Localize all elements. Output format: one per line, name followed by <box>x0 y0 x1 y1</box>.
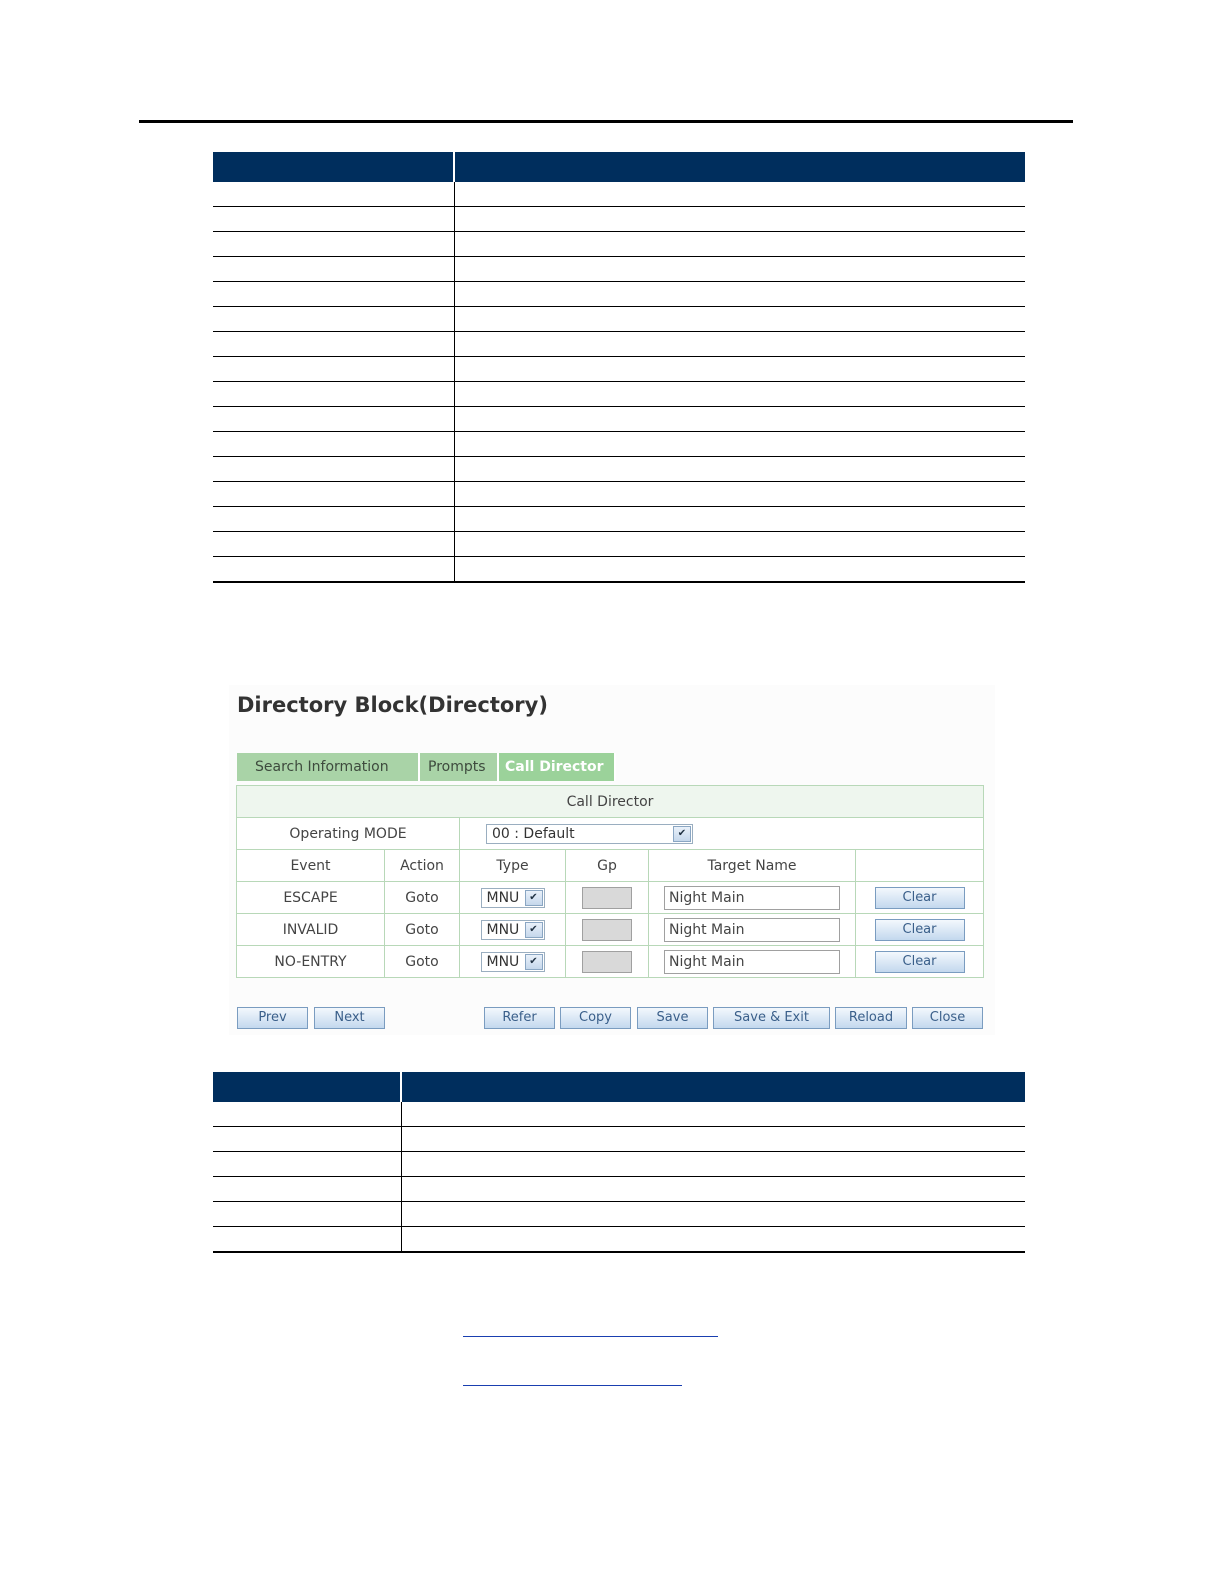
table-row <box>213 307 1025 332</box>
table-row <box>213 457 1025 482</box>
top-rule <box>139 120 1073 123</box>
table-row <box>213 1227 1025 1253</box>
prev-button[interactable]: Prev <box>237 1007 308 1029</box>
table-row <box>213 182 1025 207</box>
hyperlink-underline[interactable] <box>463 1385 682 1386</box>
dropdown-arrow-icon[interactable]: ✔ <box>525 890 543 906</box>
next-button[interactable]: Next <box>314 1007 385 1029</box>
clear-button[interactable]: Clear <box>875 951 965 973</box>
target-name-input[interactable]: Night Main <box>664 950 840 974</box>
table-row <box>213 1177 1025 1202</box>
hyperlink-underline[interactable] <box>463 1336 718 1337</box>
table-row <box>213 482 1025 507</box>
table-row <box>213 1102 1025 1127</box>
target-name-input[interactable]: Night Main <box>664 886 840 910</box>
type-value: MNU <box>486 953 520 970</box>
column-header-action: Action <box>385 850 460 882</box>
column-header-gp: Gp <box>566 850 649 882</box>
table-row <box>237 946 984 978</box>
table-row <box>213 257 1025 282</box>
table-row <box>213 1152 1025 1177</box>
column-header-row <box>237 850 984 882</box>
table-row <box>213 507 1025 532</box>
parameter-table-2 <box>213 1072 1025 1253</box>
action-cell: Goto <box>385 882 460 914</box>
tab-prompts[interactable]: Prompts <box>420 753 499 781</box>
target-name-input[interactable]: Night Main <box>664 918 840 942</box>
action-cell: Goto <box>385 946 460 978</box>
dropdown-arrow-icon[interactable]: ✔ <box>673 826 691 842</box>
directory-block-screenshot <box>229 685 995 1035</box>
close-button[interactable]: Close <box>912 1007 983 1029</box>
operating-mode-row <box>237 818 984 850</box>
dropdown-arrow-icon[interactable]: ✔ <box>525 922 543 938</box>
panel-caption-row <box>237 786 984 818</box>
table-row <box>213 407 1025 432</box>
operating-mode-label: Operating MODE <box>237 818 460 850</box>
table-row <box>213 382 1025 407</box>
type-select[interactable] <box>481 920 545 940</box>
parameter-table-1 <box>213 152 1025 583</box>
page-title: Directory Block(Directory) <box>237 693 548 717</box>
table-row <box>213 357 1025 382</box>
table-row <box>213 332 1025 357</box>
action-cell: Goto <box>385 914 460 946</box>
tab-call-director[interactable]: Call Director <box>499 753 616 781</box>
column-header-type: Type <box>460 850 566 882</box>
panel-caption: Call Director <box>237 786 984 818</box>
save-exit-button[interactable]: Save & Exit <box>713 1007 830 1029</box>
type-select[interactable] <box>481 888 545 908</box>
tab-search-information[interactable]: Search Information <box>237 753 420 781</box>
table-row <box>213 432 1025 457</box>
type-value: MNU <box>486 889 520 906</box>
table-row <box>237 882 984 914</box>
operating-mode-value: 00 : Default <box>492 825 575 842</box>
table-row <box>213 232 1025 257</box>
table-row <box>213 1202 1025 1227</box>
type-select[interactable] <box>481 952 545 972</box>
event-cell: ESCAPE <box>237 882 385 914</box>
copy-button[interactable]: Copy <box>560 1007 631 1029</box>
table-row <box>237 914 984 946</box>
tab-bar <box>237 753 616 781</box>
table-header-row <box>213 1072 1025 1102</box>
table-row <box>213 1127 1025 1152</box>
table-row <box>213 557 1025 583</box>
gp-field[interactable] <box>582 919 632 941</box>
column-header-blank <box>856 850 984 882</box>
reload-button[interactable]: Reload <box>835 1007 907 1029</box>
save-button[interactable]: Save <box>637 1007 708 1029</box>
table-row <box>213 532 1025 557</box>
dropdown-arrow-icon[interactable]: ✔ <box>525 954 543 970</box>
event-cell: INVALID <box>237 914 385 946</box>
event-cell: NO-ENTRY <box>237 946 385 978</box>
type-value: MNU <box>486 921 520 938</box>
table-row <box>213 207 1025 232</box>
operating-mode-select[interactable] <box>486 824 693 844</box>
call-director-table <box>236 785 984 978</box>
clear-button[interactable]: Clear <box>875 887 965 909</box>
column-header-target-name: Target Name <box>649 850 856 882</box>
gp-field[interactable] <box>582 951 632 973</box>
refer-button[interactable]: Refer <box>484 1007 555 1029</box>
clear-button[interactable]: Clear <box>875 919 965 941</box>
table-header-row <box>213 152 1025 182</box>
gp-field[interactable] <box>582 887 632 909</box>
table-row <box>213 282 1025 307</box>
column-header-event: Event <box>237 850 385 882</box>
